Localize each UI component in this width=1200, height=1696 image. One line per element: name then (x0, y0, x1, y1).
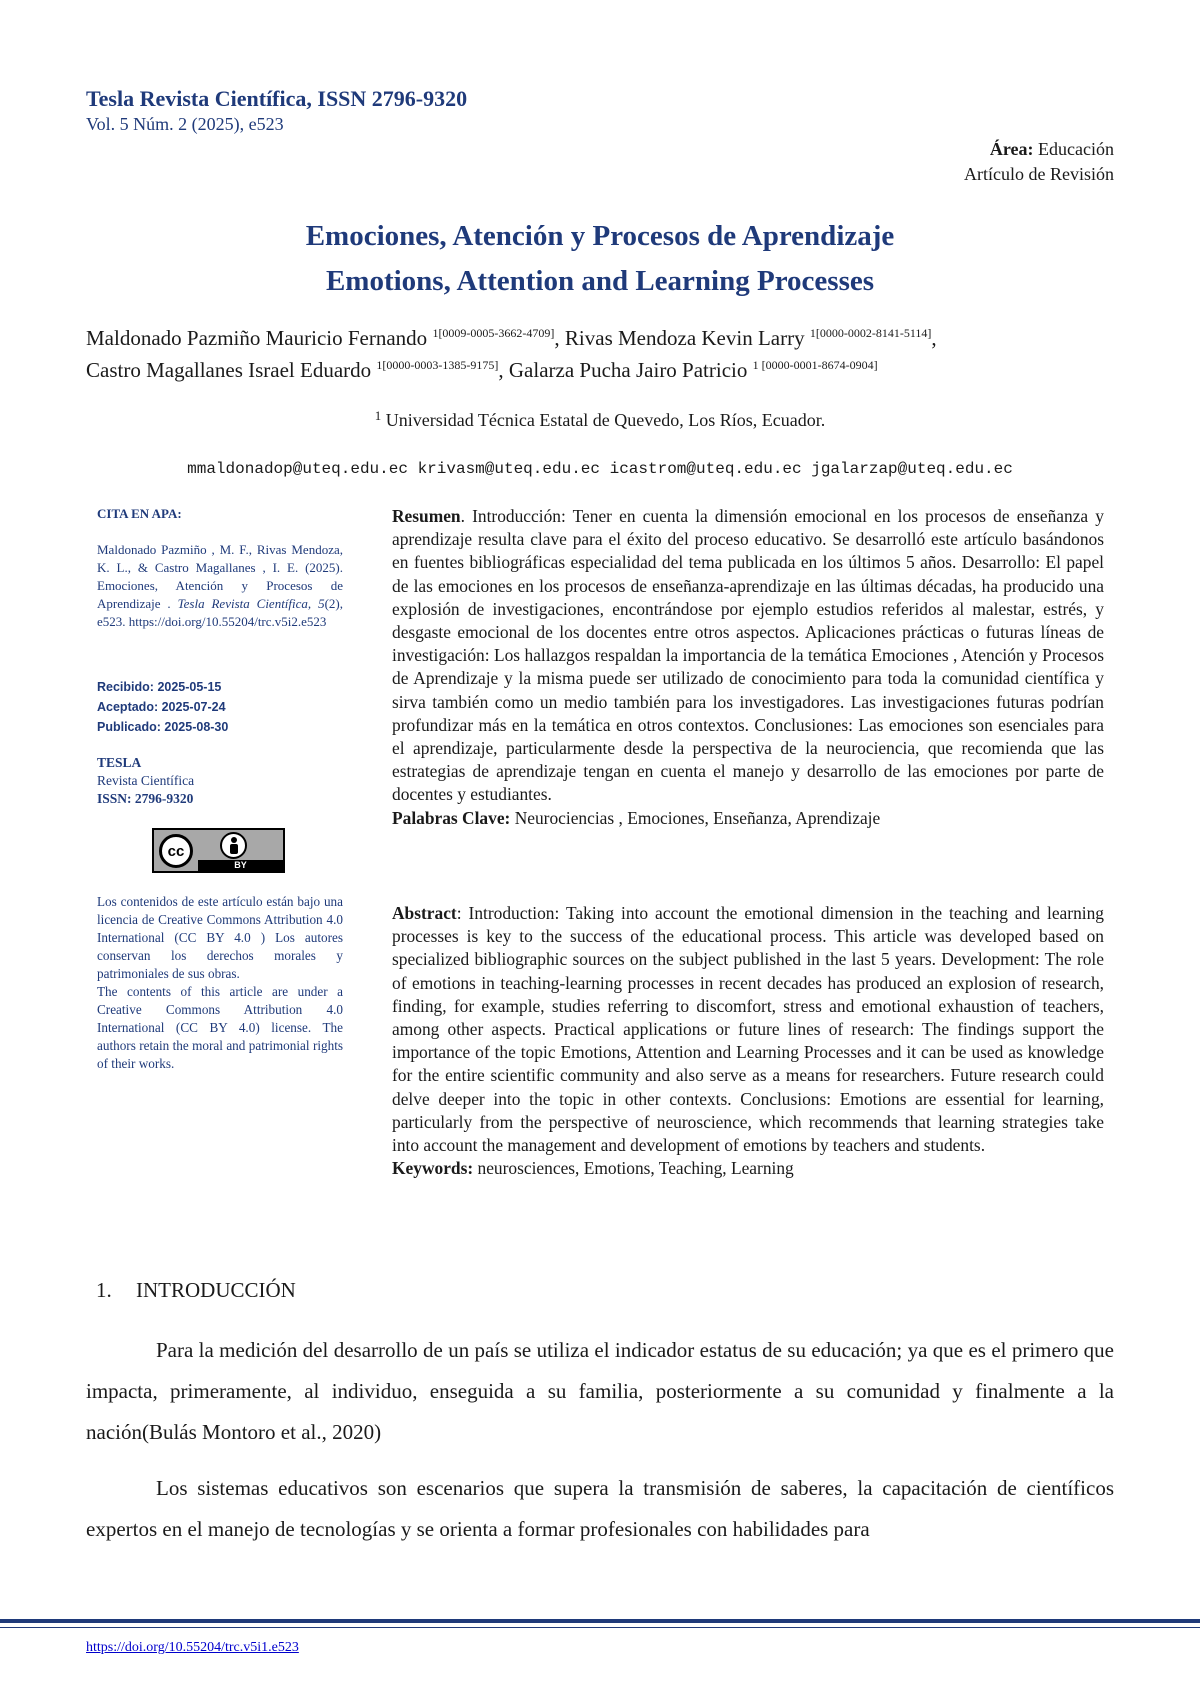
issn-label: ISSN: (97, 791, 132, 806)
attribution-person-icon (220, 832, 247, 859)
cc-by-license-badge[interactable] (152, 828, 285, 873)
abstract-spanish (392, 505, 1104, 830)
license-text (97, 893, 343, 1073)
published-row (97, 717, 343, 737)
author-orcid: 1[0009-0005-3662-4709] (432, 326, 555, 340)
published-date: 2025-08-30 (164, 720, 229, 734)
keywords-en-text: neurosciences, Emotions, Teaching, Learning (477, 1158, 794, 1179)
tesla-subtitle: Revista Científica (97, 773, 195, 788)
affiliation-number: 1 (374, 408, 382, 423)
body-paragraph: Los sistemas educativos son escenarios que supera la transmisión de saberes, la capacitación de científicos expertos en el manejo de tecnologías y se orienta a formar profesionales con habilidades para (86, 1476, 1114, 1541)
author-orcid: 1 [0000-0001-8674-0904] (752, 358, 878, 372)
abstract-es-text: . Introducción: Tener en cuenta la dimensión emocional en los procesos de enseñanza y aprendizaje resulta clave para el éxito del proceso educativo. Se desarrolló este artículo basándonos en fuentes bibliográficas especialidad del tema publicada en los últimos 5 años. Desarrollo: El papel de las emociones en los procesos de enseñanza-aprendizaje en las últimas décadas, ha producido una explosión de investigaciones, encontrándose por ejemplo estudios referidos al malestar, estrés, y desgaste emocional de los docentes entre otros aspectos. Aplicaciones prácticas o futuras líneas de investigación: Los hallazgos respaldan la importancia de la temática Emociones , Atención y Procesos de Aprendizaje y la misma puede ser utilizado de conocimiento para toda la comunidad científica y sirva también como un medio también para los investigadores. Las investigaciones futuras podrían profundizar más en la temática en otros contextos. Conclusiones: Las emociones son esenciales para el aprendizaje, particularmente desde la perspectiva de la neurociencia, que recomienda que las estrategias de aprendizaje tengan en cuenta el manejo y desarrollo de las emociones por parte de docentes y estudiantes. (392, 506, 1104, 805)
journal-info (97, 754, 343, 808)
by-label: BY (198, 860, 283, 871)
author-name: Castro Magallanes Israel Eduardo (86, 358, 372, 382)
accepted-date: 2025-07-24 (161, 700, 226, 714)
citation-text (97, 541, 343, 631)
author-name: Maldonado Pazmiño Mauricio Fernando (86, 326, 428, 350)
article-type: Artículo de Revisión (964, 164, 1114, 184)
section-number: 1. (96, 1278, 112, 1302)
section-heading (96, 1278, 296, 1303)
author-emails: mmaldonadop@uteq.edu.ec krivasm@uteq.edu.ec icastrom@uteq.edu.ec jgalarzap@uteq.edu.ec (187, 460, 1013, 478)
keywords-spanish (392, 807, 1104, 830)
authors-line-1 (86, 322, 1114, 354)
abstract-en-text: : Introduction: Taking into account the emotional dimension in the teaching and learning processes is key to the success of the educational process. This article was developed based on specialized bibliographic sources on the subject published in the last 5 years. Development: The role of emotions in teaching-learning processes in recent decades has produced an explosion of research, finding, for example, studies referring to discomfort, stress and emotional exhaustion of teachers, among other aspects. Practical applications or future lines of research: The findings support the importance of the topic Emotions, Attention and Learning Processes and it can be used as knowledge for the entire scientific community and also serve as a means for researchers. Future research could delve deeper into the topic in other contexts. Conclusions: Emotions are essential for learning, particularly from the perspective of neuroscience, which recommends that learning strategies take into account the management and development of emotions by teachers and students. (392, 903, 1104, 1156)
abstract-en-label: Abstract (392, 903, 457, 923)
area-value: Educación (1038, 139, 1114, 159)
body-paragraph: Para la medición del desarrollo de un país se utiliza el indicador estatus de su educación; ya que es el primero que impacta, primeramente, al individuo, enseguida a su familia, posteriormente a su comunidad y finalmente a la nación(Bulás Montoro et al., 2020) (86, 1338, 1114, 1444)
journal-title: Tesla Revista Científica, ISSN 2796-9320 (86, 86, 468, 111)
author-separator: , (931, 326, 937, 350)
author-orcid: 1[0000-0003-1385-9175] (376, 358, 499, 372)
section-title: INTRODUCCIÓN (136, 1278, 296, 1302)
abstract-english (392, 902, 1104, 1180)
title-spanish: Emociones, Atención y Procesos de Aprendizaje (305, 220, 895, 252)
authors-line-2 (86, 354, 1114, 386)
tesla-label: TESLA (97, 755, 142, 770)
keywords-en-label: Keywords: (392, 1158, 474, 1179)
published-label: Publicado: (97, 720, 161, 734)
citation-part-2: (2), e523. https://doi.org/10.55204/trc.v5i2.e523 (97, 596, 343, 629)
author-orcid: 1[0000-0002-8141-5114] (809, 326, 932, 340)
keywords-es-label: Palabras Clave: (392, 807, 511, 828)
keywords-es-text: Neurociencias , Emociones, Enseñanza, Aprendizaje (514, 807, 881, 828)
article-area (990, 139, 1114, 160)
abstract-es-label: Resumen (392, 506, 461, 526)
cite-heading: CITA EN APA: (97, 506, 182, 521)
received-row (97, 677, 343, 697)
keywords-english (392, 1157, 1104, 1180)
author-separator: , (498, 358, 504, 382)
title-english: Emotions, Attention and Learning Processes (325, 265, 875, 297)
issn-value: 2796-9320 (134, 791, 194, 806)
doi-link[interactable]: https://doi.org/10.55204/trc.v5i1.e523 (86, 1640, 299, 1655)
footer-rule-thick (0, 1619, 1200, 1623)
received-label: Recibido: (97, 680, 154, 694)
license-english: The contents of this article are under a Creative Commons Attribution 4.0 International (CC BY 4.0) license. The authors retain the moral and patrimonial rights of their works. (97, 984, 343, 1071)
accepted-row (97, 697, 343, 717)
area-label: Área: (989, 139, 1034, 159)
citation-part-1: Maldonado Pazmiño , M. F., Rivas Mendoza, K. L., & Castro Magallanes , I. E. (2025). Emociones, Atención y Procesos de Aprendizaje . (97, 542, 343, 611)
journal-volume: Vol. 5 Núm. 2 (2025), e523 (86, 114, 284, 134)
citation-journal: Tesla Revista Científica, (177, 596, 312, 611)
cc-icon: cc (159, 834, 193, 868)
affiliation (86, 410, 1114, 431)
publication-dates (97, 677, 343, 737)
author-name: Galarza Pucha Jairo Patricio (508, 358, 748, 382)
license-spanish: Los contenidos de este artículo están bajo una licencia de Creative Commons Attribution 4.0 International (CC BY 4.0 ) Los autores conservan los derechos morales y patrimoniales de sus obras. (97, 894, 343, 981)
received-date: 2025-05-15 (157, 680, 222, 694)
citation-volume: 5 (318, 596, 325, 611)
affiliation-text: Universidad Técnica Estatal de Quevedo, Los Ríos, Ecuador. (385, 410, 826, 430)
footer-rule-thin (0, 1627, 1200, 1628)
author-name: Rivas Mendoza Kevin Larry (564, 326, 805, 350)
accepted-label: Aceptado: (97, 700, 159, 714)
author-separator: , (554, 326, 560, 350)
